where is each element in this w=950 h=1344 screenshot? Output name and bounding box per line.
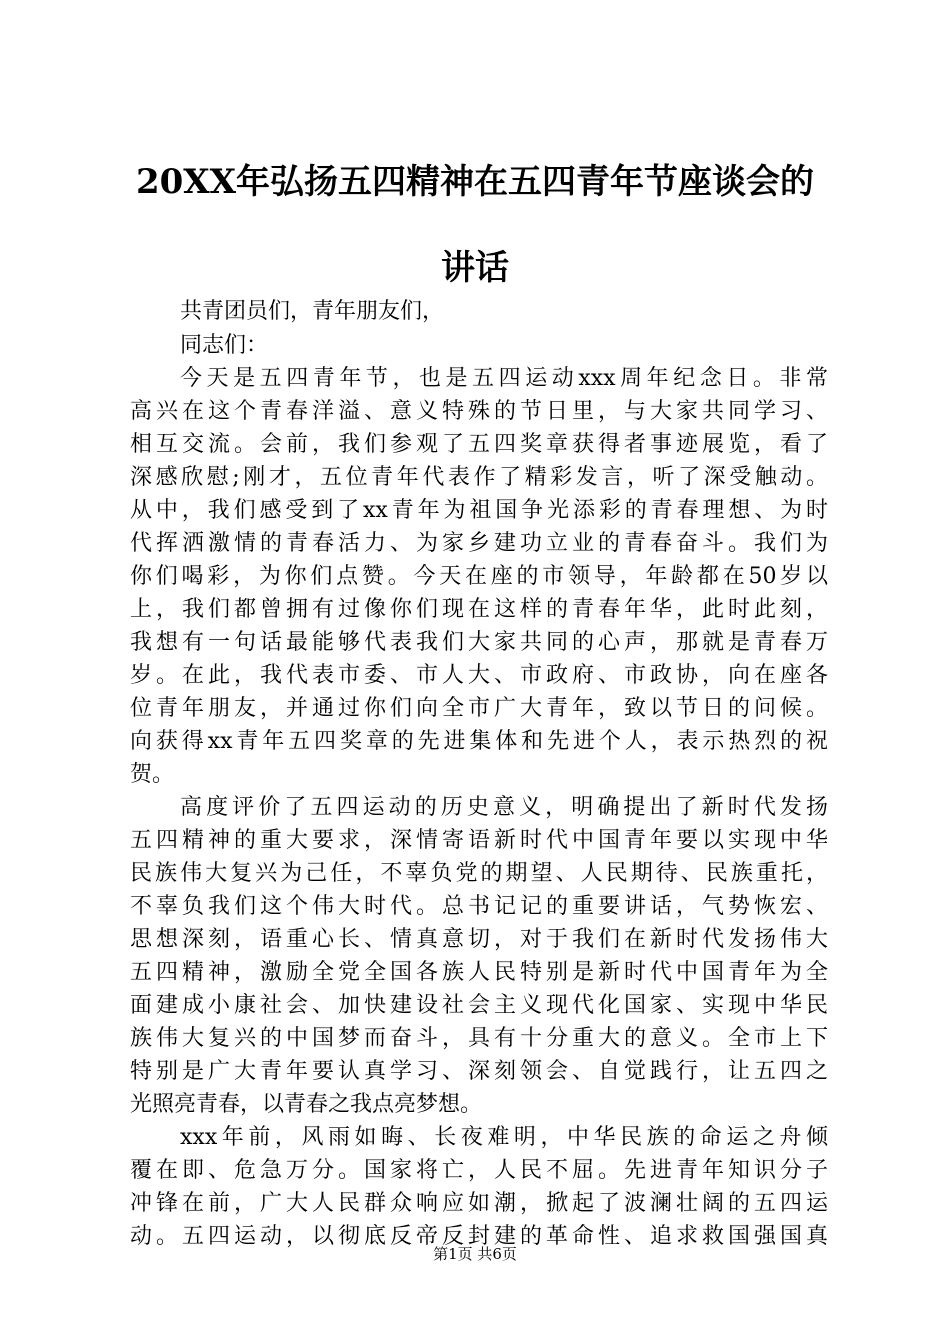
body-text-line: 贺。 (130, 762, 175, 787)
document-title-line-1: 20XX年弘扬五四精神在五四青年节座谈会的 (135, 162, 815, 202)
body-text-line: 深感欣慰;刚才，五位青年代表作了精彩发言，听了深受触动。 (130, 465, 828, 490)
body-text-line: 上，我们都曾拥有过像你们现在这样的青春年华，此时此刻， (130, 597, 828, 622)
document-title-line-2: 讲话 (441, 248, 509, 288)
body-text-line: 光照亮青春，以青春之我点亮梦想。 (130, 1092, 483, 1117)
body-text-line: 你们喝彩，为你们点赞。今天在座的市领导，年龄都在50岁以 (130, 564, 828, 589)
body-text-line: 面建成小康社会、加快建设社会主义现代化国家、实现中华民 (130, 993, 828, 1018)
body-text-line: 覆在即、危急万分。国家将亡，人民不屈。先进青年知识分子 (130, 1158, 828, 1183)
body-text-line: 思想深刻，语重心长、情真意切，对于我们在新时代发扬伟大 (130, 927, 828, 952)
body-text-line: 位青年朋友，并通过你们向全市广大青年，致以节日的问候。 (130, 696, 828, 721)
body-text-line: 今天是五四青年节，也是五四运动xxx周年纪念日。非常 (180, 366, 828, 391)
page-number-footer: 第1页 共6页 (433, 1245, 517, 1263)
body-text-line: 高兴在这个青春洋溢、意义特殊的节日里，与大家共同学习、 (130, 399, 828, 424)
body-text-line: xxx年前，风雨如晦、长夜难明，中华民族的命运之舟倾 (180, 1125, 828, 1150)
salutation-line: 共青团员们，青年朋友们， (180, 299, 445, 324)
body-text-line: 动。五四运动，以彻底反帝反封建的革命性、追求救国强国真 (130, 1224, 828, 1249)
body-text-line: 五四精神，激励全党全国各族人民特别是新时代中国青年为全 (130, 960, 828, 985)
body-text-line: 不辜负我们这个伟大时代。总书记记的重要讲话，气势恢宏、 (130, 894, 828, 919)
body-text-line: 高度评价了五四运动的历史意义，明确提出了新时代发扬 (180, 795, 828, 820)
body-text-line: 岁。在此，我代表市委、市人大、市政府、市政协，向在座各 (130, 663, 828, 688)
body-text-line: 我想有一句话最能够代表我们大家共同的心声，那就是青春万 (130, 630, 828, 655)
salutation-line: 同志们： (180, 333, 269, 358)
body-text-line: 特别是广大青年要认真学习、深刻领会、自觉践行，让五四之 (130, 1059, 828, 1084)
body-text-line: 向获得xx青年五四奖章的先进集体和先进个人，表示热烈的祝 (130, 729, 828, 754)
body-text-line: 族伟大复兴的中国梦而奋斗，具有十分重大的意义。全市上下 (130, 1026, 828, 1051)
body-text-line: 五四精神的重大要求，深情寄语新时代中国青年要以实现中华 (130, 828, 828, 853)
body-text-line: 代挥洒激情的青春活力、为家乡建功立业的青春奋斗。我们为 (130, 531, 828, 556)
body-text-line: 从中，我们感受到了xx青年为祖国争光添彩的青春理想、为时 (130, 498, 828, 523)
body-text-line: 民族伟大复兴为己任，不辜负党的期望、人民期待、民族重托， (130, 861, 828, 886)
body-text-line: 冲锋在前，广大人民群众响应如潮，掀起了波澜壮阔的五四运 (130, 1191, 828, 1216)
body-text-line: 相互交流。会前，我们参观了五四奖章获得者事迹展览，看了 (130, 432, 828, 457)
